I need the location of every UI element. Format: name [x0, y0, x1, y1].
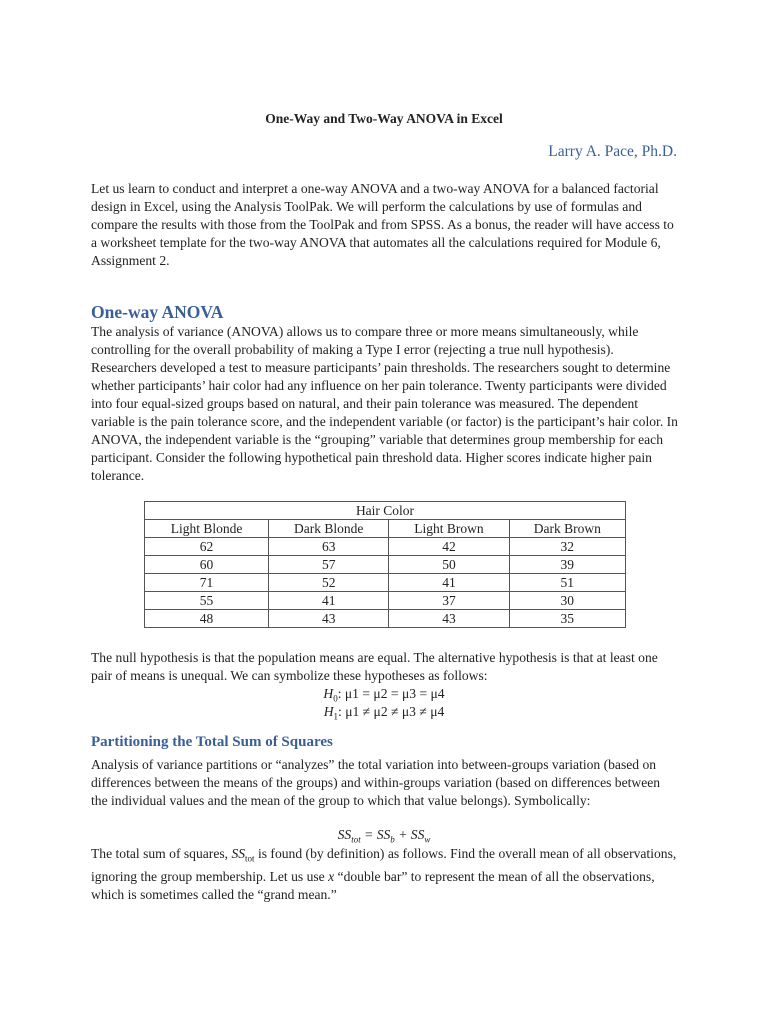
table-header-row — [145, 520, 626, 538]
table-cell: 32 — [509, 538, 625, 556]
h1-sub: 1 — [333, 711, 339, 722]
table-cell: 51 — [509, 574, 625, 592]
closing-x: x — [328, 868, 335, 884]
table-row — [145, 556, 626, 574]
table-row — [145, 574, 626, 592]
table-cell: 35 — [509, 610, 625, 628]
table-header: Dark Brown — [509, 520, 625, 538]
table-cell: 60 — [145, 556, 269, 574]
h1-label: H — [323, 704, 334, 719]
table-header: Dark Blonde — [269, 520, 389, 538]
eq-term1: SS — [376, 827, 391, 842]
table-row — [145, 592, 626, 610]
table-cell: 41 — [389, 574, 509, 592]
table-cell: 55 — [145, 592, 269, 610]
closing-paragraph — [91, 845, 679, 904]
partition-equation — [0, 827, 768, 845]
eq-term2: SS — [410, 827, 425, 842]
section-heading-partitioning: Partitioning the Total Sum of Squares — [91, 734, 333, 750]
table-cell: 50 — [389, 556, 509, 574]
h0-sub: 0 — [333, 693, 338, 704]
intro-paragraph: Let us learn to conduct and interpret a one-way ANOVA and a two-way ANOVA for a balanced factorial design in Excel, using the Analysis ToolPak. We will perform the calculations by use of formulas and compare the results with those from the ToolPak and from SPSS. As a bonus, the reader will have access to a worksheet template for the two-way ANOVA that automates all the calculations required for Module 6, Assignment 2. — [91, 181, 674, 268]
closing-part3: “double bar” to represent the mean of all the observations, which is sometimes called the “grand mean.” — [91, 868, 655, 902]
table-header: Light Brown — [389, 520, 509, 538]
h1-expression: : μ1 ≠ μ2 ≠ μ3 ≠ μ4 — [338, 704, 445, 719]
table-header: Light Blonde — [145, 520, 269, 538]
document-title: One-Way and Two-Way ANOVA in Excel — [265, 111, 503, 126]
eq-op1: = — [360, 827, 377, 842]
table-cell: 48 — [145, 610, 269, 628]
table-cell: 30 — [509, 592, 625, 610]
hair-color-table — [144, 501, 626, 628]
eq-op2: + — [394, 827, 411, 842]
eq-term1-sub: b — [390, 834, 395, 845]
author-name: Larry A. Pace, Ph.D. — [548, 143, 677, 160]
table-cell: 63 — [269, 538, 389, 556]
h0-label: H — [323, 686, 334, 701]
table-cell: 37 — [389, 592, 509, 610]
table-cell: 43 — [389, 610, 509, 628]
closing-part1: The total sum of squares, — [91, 846, 232, 861]
hypothesis-paragraph: The null hypothesis is that the population means are equal. The alternative hypothesis is that at least one pair of means is unequal. We can symbolize these hypotheses as follows: — [91, 650, 658, 683]
null-hypothesis — [0, 686, 768, 704]
table-cell: 57 — [269, 556, 389, 574]
h0-expression: : μ1 = μ2 = μ3 = μ4 — [337, 686, 445, 701]
table-cell: 52 — [269, 574, 389, 592]
table-caption: Hair Color — [145, 502, 626, 520]
table-cell: 39 — [509, 556, 625, 574]
table-row — [145, 610, 626, 628]
table-row — [145, 538, 626, 556]
section1-paragraph: The analysis of variance (ANOVA) allows us to compare three or more means simultaneously, while controlling for the overall probability of making a Type I error (rejecting a true null hypothesis). Researchers developed a test to measure participants’ pain thresholds. The researchers sought to determine whether participants’ hair color had any influence on her pain tolerance. Twenty participants were divided into four equal-sized groups based on natural, and their pain tolerance was measured. The dependent variable is the pain tolerance score, and the independent variable (or factor) is the participant’s hair color. In ANOVA, the independent variable is the “grouping” variable that determines group membership for each participant. Consider the following hypothetical pain threshold data. Higher scores indicate higher pain tolerance. — [91, 324, 678, 483]
eq-lhs: SS — [337, 827, 352, 842]
section-heading-one-way-anova: One-way ANOVA — [91, 302, 224, 322]
alternative-hypothesis — [0, 704, 768, 722]
table-cell: 62 — [145, 538, 269, 556]
closing-ss: SS — [231, 846, 246, 861]
eq-term2-sub: w — [424, 834, 431, 845]
section2-paragraph: Analysis of variance partitions or “analyzes” the total variation into between-groups variation (based on differences between the means of the groups) and within-groups variation (based on differences between the individual values and the mean of the group to which that value belongs). Symbolically: — [91, 757, 661, 808]
table-cell: 43 — [269, 610, 389, 628]
closing-ss-sub: tot — [245, 853, 255, 864]
table-cell: 42 — [389, 538, 509, 556]
closing-part2: is found (by definition) as follows. Find the overall mean of all observations, ignoring the group membership. Let us use — [91, 846, 677, 884]
table-cell: 41 — [269, 592, 389, 610]
table-cell: 71 — [145, 574, 269, 592]
eq-lhs-sub: tot — [351, 834, 361, 845]
